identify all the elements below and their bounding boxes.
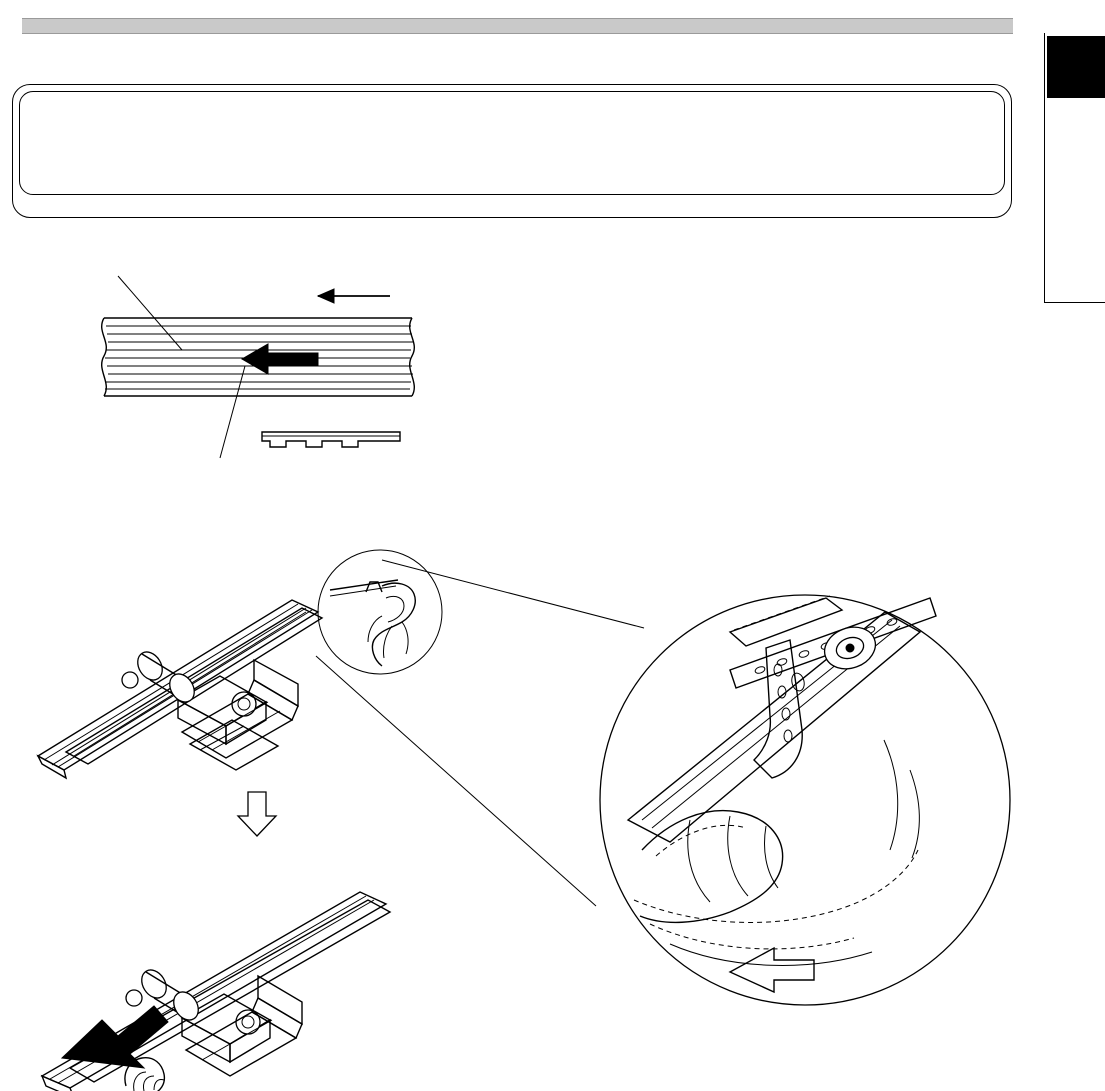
figure1-svg	[60, 258, 480, 488]
magnifier-detail-large	[600, 595, 1010, 1005]
belt-feed-direction-arrow	[318, 289, 390, 303]
machine-view-lower	[42, 892, 390, 1091]
figure-machine-assembly	[30, 520, 1040, 1091]
leader-line-lower	[220, 366, 245, 458]
step-down-arrow	[238, 792, 276, 836]
notice-box-inner-border	[19, 91, 1005, 195]
machine-view-upper	[38, 600, 322, 778]
figure2-svg	[30, 520, 1040, 1091]
magnifier-cone-lines	[316, 560, 644, 906]
section-tab-label	[1047, 36, 1105, 58]
section-tab-marker	[1047, 36, 1105, 98]
belt-insert-direction-arrow	[242, 344, 318, 374]
figure-belt-cross-section	[60, 258, 480, 488]
page-header-rule	[22, 18, 1013, 34]
detail-circle-small	[318, 550, 442, 674]
rail-profile-piece	[262, 432, 400, 447]
motor-assembly-lower	[126, 965, 203, 1024]
leader-line-upper	[118, 276, 182, 350]
